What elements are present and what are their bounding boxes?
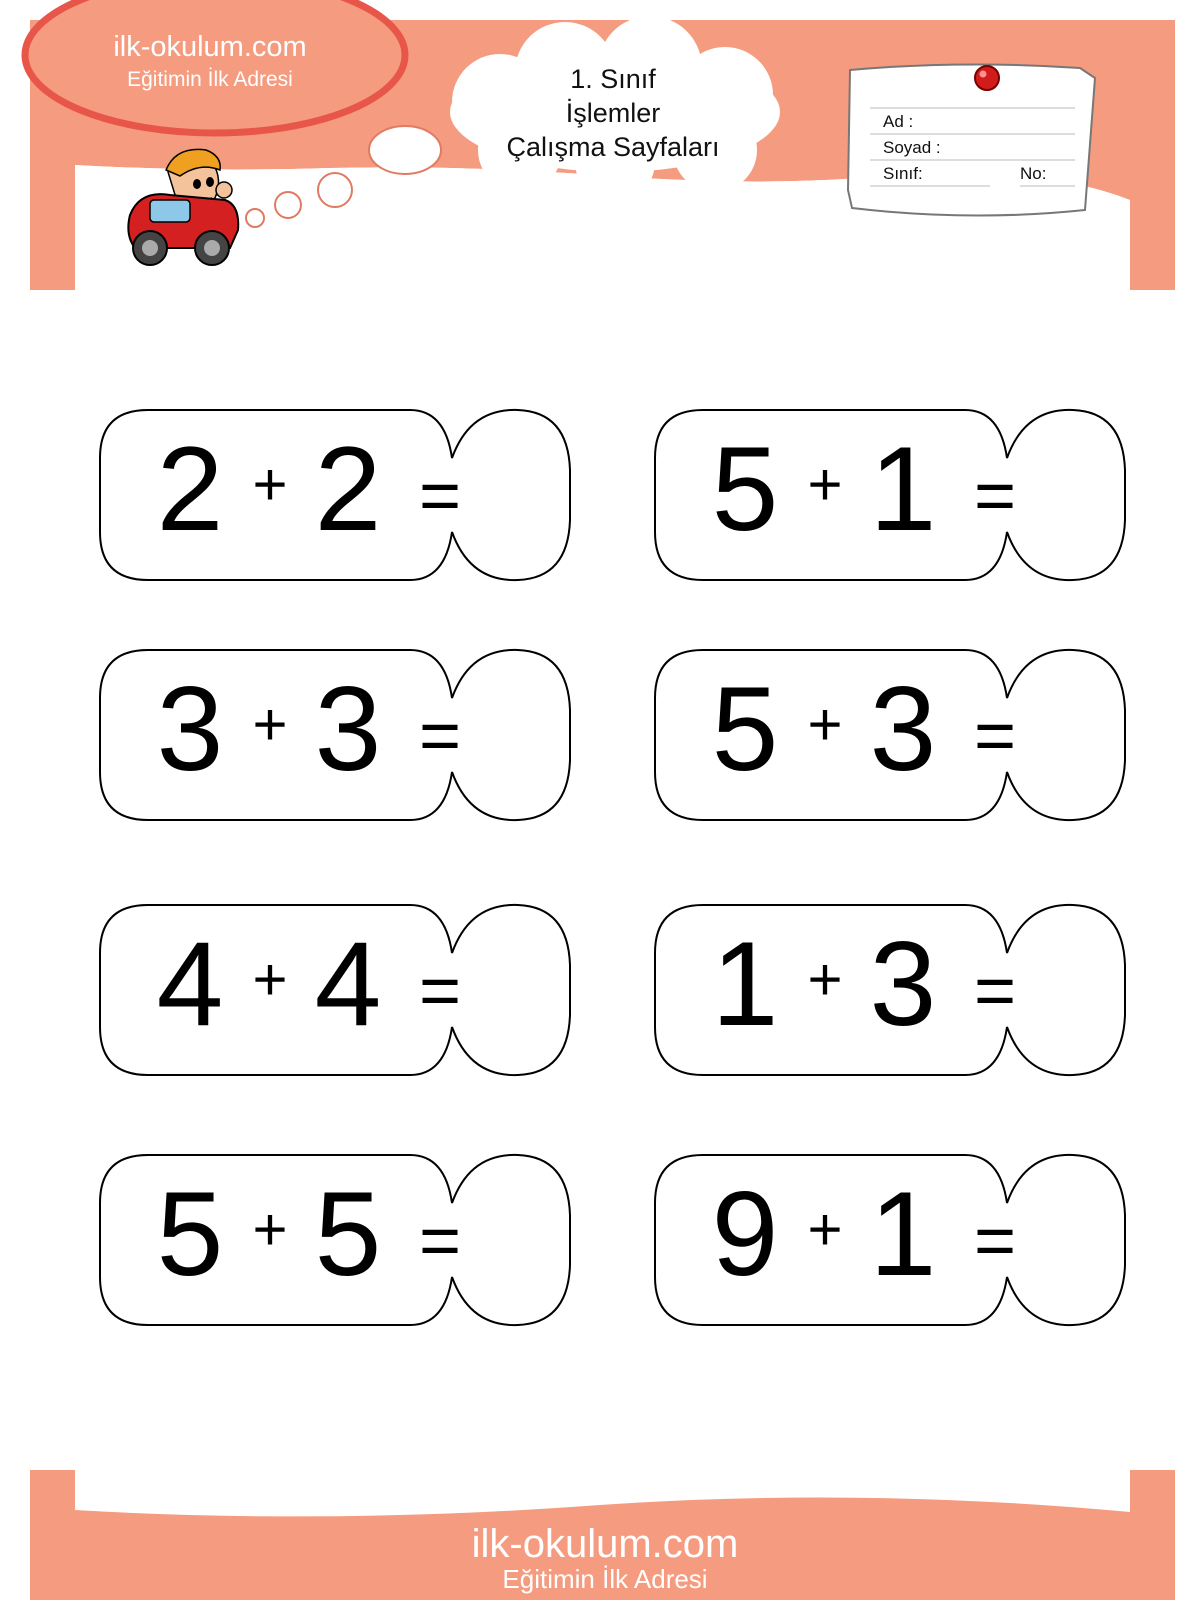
answer-area[interactable]	[485, 450, 555, 540]
footer-band	[30, 1470, 1175, 1600]
second-number: 2	[314, 422, 382, 556]
footer-tagline-text: Eğitimin İlk Adresi	[502, 1564, 708, 1594]
plus-sign: +	[807, 451, 843, 518]
equals-sign: =	[973, 951, 1017, 1031]
answer-area[interactable]	[485, 945, 555, 1035]
equals-sign: =	[418, 696, 462, 776]
equals-sign: =	[418, 456, 462, 536]
logo-ellipse	[25, 0, 405, 133]
plus-sign: +	[807, 691, 843, 758]
title-line-2: İşlemler	[565, 98, 661, 128]
first-number: 4	[156, 917, 224, 1051]
logo-site-text: ilk-okulum.com	[113, 31, 307, 63]
answer-area[interactable]	[1040, 450, 1110, 540]
thought-bubble-3	[318, 173, 352, 207]
exercise-card	[655, 905, 1125, 1075]
first-number: 5	[156, 1167, 224, 1301]
answer-area[interactable]	[1040, 945, 1110, 1035]
second-number: 1	[869, 1167, 937, 1301]
exercise-card	[100, 1155, 570, 1325]
first-number: 9	[711, 1167, 779, 1301]
equals-sign: =	[418, 1201, 462, 1281]
class-label: Sınıf:	[883, 164, 923, 183]
first-number: 5	[711, 422, 779, 556]
plus-sign: +	[252, 1196, 288, 1263]
second-number: 4	[314, 917, 382, 1051]
equals-sign: =	[418, 951, 462, 1031]
first-number: 1	[711, 917, 779, 1051]
second-number: 3	[869, 662, 937, 796]
answer-area[interactable]	[485, 690, 555, 780]
exercise-grid	[100, 410, 1125, 1325]
footer-site-text: ilk-okulum.com	[471, 1522, 739, 1566]
first-number: 2	[156, 422, 224, 556]
pushpin-icon	[975, 66, 999, 90]
logo-tagline-text: Eğitimin İlk Adresi	[127, 68, 293, 91]
second-number: 1	[869, 422, 937, 556]
name-label: Ad :	[883, 112, 914, 131]
exercise-card	[655, 1155, 1125, 1325]
number-label: No:	[1020, 164, 1047, 183]
plus-sign: +	[252, 946, 288, 1013]
exercise-card	[100, 905, 570, 1075]
thought-bubble-4	[369, 126, 441, 174]
second-number: 3	[314, 662, 382, 796]
thought-bubble-1	[246, 209, 264, 227]
plus-sign: +	[807, 1196, 843, 1263]
second-number: 3	[869, 917, 937, 1051]
plus-sign: +	[252, 691, 288, 758]
exercise-card	[655, 410, 1125, 580]
thought-bubble-2	[275, 192, 301, 218]
first-number: 3	[156, 662, 224, 796]
equals-sign: =	[973, 456, 1017, 536]
exercise-card	[100, 650, 570, 820]
first-number: 5	[711, 662, 779, 796]
title-line-3: Çalışma Sayfaları	[506, 132, 720, 162]
student-info-card	[848, 64, 1095, 215]
plus-sign: +	[807, 946, 843, 1013]
equals-sign: =	[973, 1201, 1017, 1281]
second-number: 5	[314, 1167, 382, 1301]
title-line-1: 1. Sınıf	[570, 64, 656, 94]
exercise-card	[100, 410, 570, 580]
answer-area[interactable]	[1040, 1195, 1110, 1285]
plus-sign: +	[252, 451, 288, 518]
exercise-card	[655, 650, 1125, 820]
answer-area[interactable]	[1040, 690, 1110, 780]
answer-area[interactable]	[485, 1195, 555, 1285]
surname-label: Soyad :	[883, 138, 941, 157]
equals-sign: =	[973, 696, 1017, 776]
